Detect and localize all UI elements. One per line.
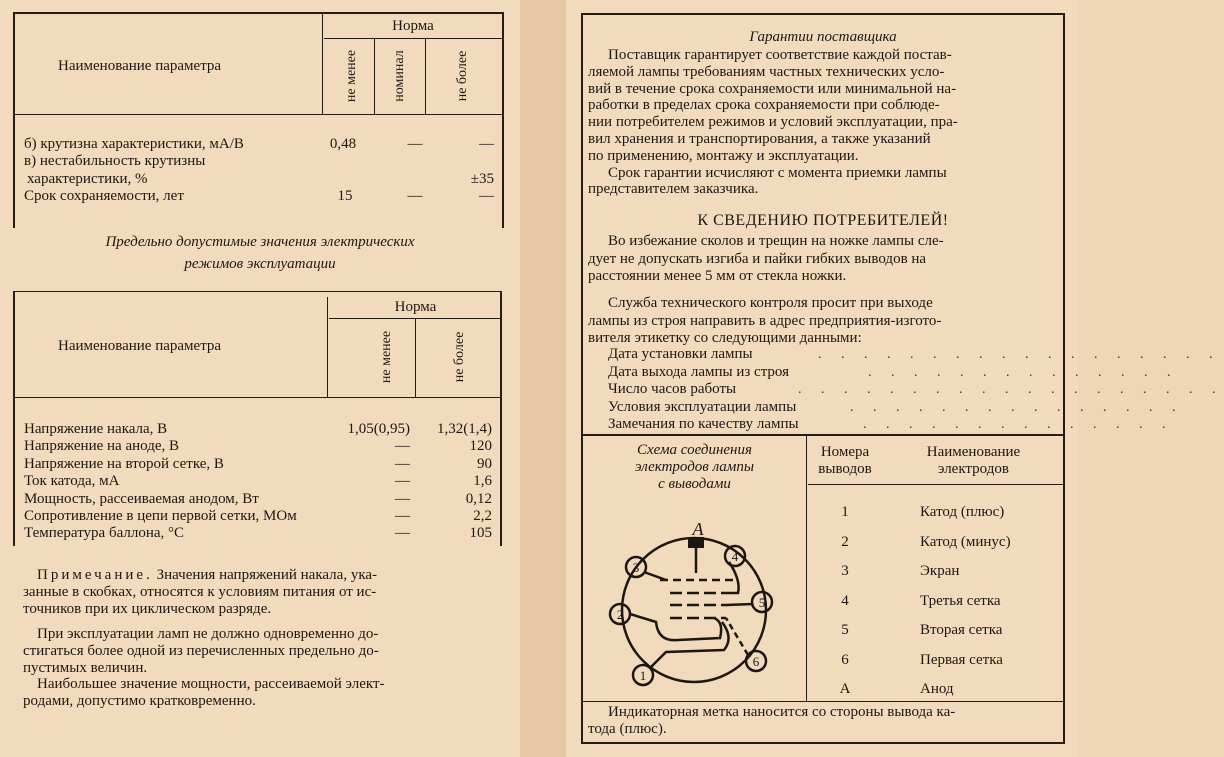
svg-text:4: 4 <box>731 549 739 564</box>
scheme-top-rule <box>581 434 1065 436</box>
form-field-install-date: Дата установки лампы <box>608 346 753 362</box>
table1-nom-col: — — <box>407 136 423 205</box>
table1-norm-header: Норма <box>392 18 434 34</box>
guarantee-text: Поставщик гарантирует соответствие каждой постав- ляемой лампы требованиям частных технических усло- вий в течение срока сохраняемости или минимальной на- работки в пределах срока сохраняемости при соблюде- нии потребителем режимов и условий эксплуатации, пра- вил хранения и транспортирования, а также указаний по применению, монтажу и эксплуатации. Срок гарантии исчисляют с момента приемки лампы представителем заказчика. <box>588 47 958 198</box>
fold-gutter <box>520 0 566 757</box>
right-page <box>566 0 1224 757</box>
scheme-title: Схема соединения электродов лампы с выводами <box>634 442 755 492</box>
electrode-header: Наименование электродов <box>926 444 1021 477</box>
table-row: 2 Катод (минус) <box>841 533 1011 550</box>
table-row: Ток катода, мА <box>24 473 120 490</box>
table2-col-min: не менее <box>379 330 394 384</box>
table-row: Сопротивление в цепи первой сетки, МОм <box>24 507 297 524</box>
table-row: А Анод <box>839 681 954 697</box>
table1-names <box>24 136 324 206</box>
table-row: 4 Третья сетка <box>841 592 1001 609</box>
left-page <box>0 0 520 757</box>
svg-text:5: 5 <box>758 595 766 610</box>
pin-header: Номера выводов <box>818 444 872 477</box>
table1-param-header: Наименование параметра <box>58 58 222 74</box>
table1-col-max: не более <box>455 50 470 102</box>
table1-col-min: не менее <box>344 49 359 103</box>
table2-min-col: 1,05(0,95) — — — — — — <box>347 421 410 542</box>
table1-max-col: — ±35 — <box>470 136 494 205</box>
table-row: 6 Первая сетка <box>841 651 1003 668</box>
exploitation-paragraph: При эксплуатации ламп не должно одновременно до- стигаться более одной из перечисленных предельно до- пустимых величин. <box>23 626 379 676</box>
svg-text:6: 6 <box>752 654 760 669</box>
svg-text:3: 3 <box>632 560 640 575</box>
form-field-conditions: Условия эксплуатации лампы <box>608 398 797 415</box>
guarantee-title: Гарантии поставщика <box>749 29 897 45</box>
consumer-title: К СВЕДЕНИЮ ПОТРЕБИТЕЛЕЙ! <box>697 212 949 229</box>
table2-norm-header: Норма <box>394 299 437 315</box>
table-row: в) нестабильность крутизны <box>24 153 206 170</box>
table-row: 1 Катод (плюс) <box>841 504 1005 520</box>
table2-names <box>24 421 354 543</box>
form-field-failure-date: Дата выхода лампы из строя <box>608 363 790 380</box>
table-row: Напряжение накала, В <box>24 421 168 437</box>
power-paragraph: Наибольшее значение мощности, рассеиваемой элект- родами, допустимо кратковременно. <box>23 676 385 709</box>
form-fields: Дата установки лампы . . . . . . . . . . . . . . . . . . Дата выхода лампы из строя . . . . . . . . . . . . . . Число часов работы . . . . . . . . . . . . . . . . . . . Условия эксплуатации лампы . . . . . . . . . . . . . . . Замечания по качеству лампы . . . . . . . . . . . . . . <box>608 346 1224 433</box>
service-text: Служба технического контроля просит при выходе лампы из строя направить в адрес предприятия-изгото- вителя этикетку со следующими данными: <box>588 295 942 346</box>
tube-pinout-diagram <box>596 510 801 700</box>
table1-min-col: 0,48 15 <box>329 136 357 205</box>
consumer-text: Во избежание сколов и трещин на ножке лампы сле- дует не допускать изгиба и пайки гибких выводов на расстоянии менее 5 мм от стекла ножки. <box>588 233 944 284</box>
svg-text:2: 2 <box>616 607 624 622</box>
table-row: б) крутизна характеристики, мА/В <box>24 136 244 152</box>
table-row: 5 Вторая сетка <box>841 622 1003 638</box>
svg-text:1: 1 <box>639 668 647 683</box>
pin-rows <box>808 504 1065 711</box>
table-row: Напряжение на аноде, В <box>24 438 179 455</box>
table2-param-header: Наименование параметра <box>58 338 222 354</box>
limits-title-line2: режимов эксплуатации <box>184 256 336 272</box>
limits-title-line1: Предельно допустимые значения электрических <box>105 234 415 250</box>
table-row: Температура баллона, °С <box>24 525 185 542</box>
table-row: Срок сохраняемости, лет <box>24 188 184 205</box>
anode-label: А <box>692 519 704 539</box>
table1-col-nom: номинал <box>392 50 407 102</box>
footer-note: Индикаторная метка наносится со стороны вывода ка- тода (плюс). <box>588 704 956 737</box>
table2-col-max: не более <box>452 331 467 383</box>
form-field-hours: Число часов работы <box>608 381 737 398</box>
table-row: 3 Экран <box>841 563 960 579</box>
note-paragraph: Примечание. Значения напряжений накала, ука- занные в скобках, относятся к условиям питания от ис- точников при их циклическом разряде. <box>23 567 378 617</box>
form-field-quality: Замечания по качеству лампы <box>608 416 799 433</box>
note-label: Примечание. <box>37 567 153 583</box>
table-row: Мощность, рассеиваемая анодом, Вт <box>24 490 259 507</box>
table-row: характеристики, % <box>27 170 148 187</box>
table-row: Напряжение на второй сетке, В <box>24 455 224 472</box>
table2-max-col: 1,32(1,4) 120 90 1,6 0,12 2,2 105 <box>437 421 492 542</box>
